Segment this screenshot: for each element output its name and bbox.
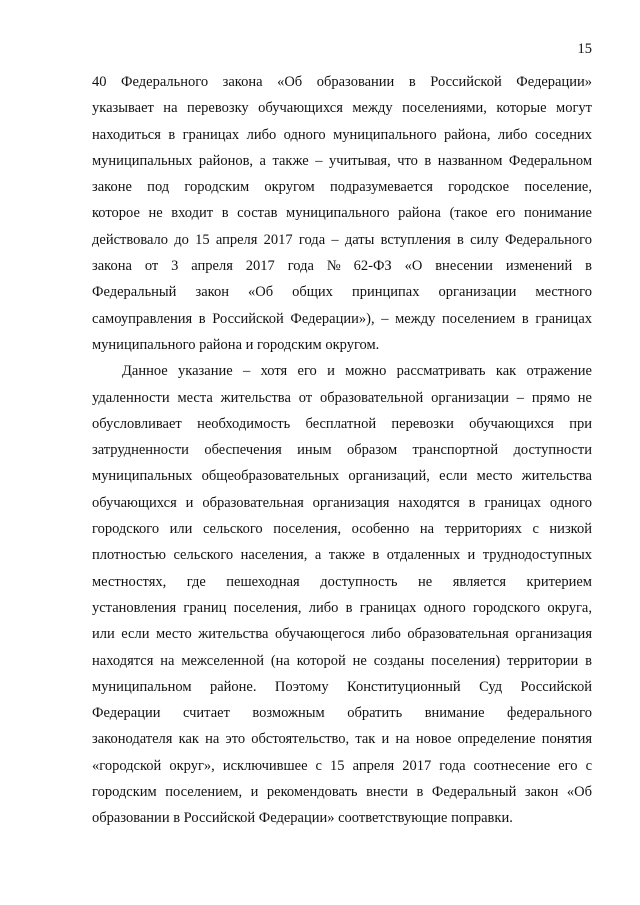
text-line: самоуправления в Российской Федерации»), – между поселением в границах: [92, 310, 592, 327]
document-body: [92, 69, 592, 832]
text-line: обучающихся и образовательная организация находятся в границах одного: [92, 494, 592, 511]
text-line: местностях, где пешеходная доступность не является критерием: [92, 573, 592, 590]
text-line: обусловливает необходимость бесплатной перевозки обучающихся при: [92, 415, 592, 432]
text-line: действовало до 15 апреля 2017 года – даты вступления в силу Федерального: [92, 231, 592, 248]
text-line: законе под городским округом подразумевается городское поселение,: [92, 179, 592, 196]
text-line: 40 Федерального закона «Об образовании в Российской Федерации»: [92, 74, 592, 90]
text-line: установления границ поселения, либо в границах одного городского округа,: [92, 599, 592, 616]
text-line: муниципального района и городским округом.: [92, 336, 380, 353]
page-number: 15: [577, 41, 592, 57]
text-line: Данное указание – хотя его и можно рассматривать как отражение: [122, 363, 592, 380]
paragraph-1: [92, 69, 592, 358]
text-line: законодателя как на это обстоятельство, так и на новое определение понятия: [92, 731, 592, 748]
text-line: городского или сельского поселения, особенно на территориях с низкой: [92, 521, 592, 538]
text-line: плотностью сельского населения, а также в отдаленных и труднодоступных: [92, 547, 592, 564]
paragraph-2: [92, 358, 592, 831]
text-line: указывает на перевозку обучающихся между поселениями, которые могут: [92, 100, 592, 117]
text-line: городским поселением, и рекомендовать внести в Федеральный закон «Об: [92, 784, 592, 801]
text-line: закона от 3 апреля 2017 года № 62-ФЗ «О внесении изменений в: [92, 258, 592, 275]
text-line: Федерации считает возможным обратить внимание федерального: [92, 705, 592, 722]
text-line: образовании в Российской Федерации» соответствующие поправки.: [92, 810, 513, 827]
text-line: удаленности места жительства от образовательной организации – прямо не: [92, 389, 592, 406]
text-line: находятся на межселенной (на которой не созданы поселения) территории в: [92, 652, 592, 669]
text-line: Федеральный закон «Об общих принципах организации местного: [92, 284, 592, 301]
text-line: находиться в границах либо одного муниципального района, либо соседних: [92, 126, 592, 143]
text-line: или если место жительства обучающегося либо образовательная организация: [92, 626, 592, 643]
text-line: «городской округ», исключившее с 15 апреля 2017 года соотнесение его с: [92, 757, 592, 774]
text-line: муниципальном районе. Поэтому Конституционный Суд Российской: [92, 678, 592, 695]
text-line: затрудненности обеспечения иным образом транспортной доступности: [92, 442, 592, 459]
text-line: муниципальных районов, а также – учитывая, что в названном Федеральном: [92, 152, 592, 169]
text-line: муниципальных общеобразовательных организаций, если место жительства: [92, 468, 592, 485]
text-line: которое не входит в состав муниципального района (такое его понимание: [92, 205, 592, 222]
